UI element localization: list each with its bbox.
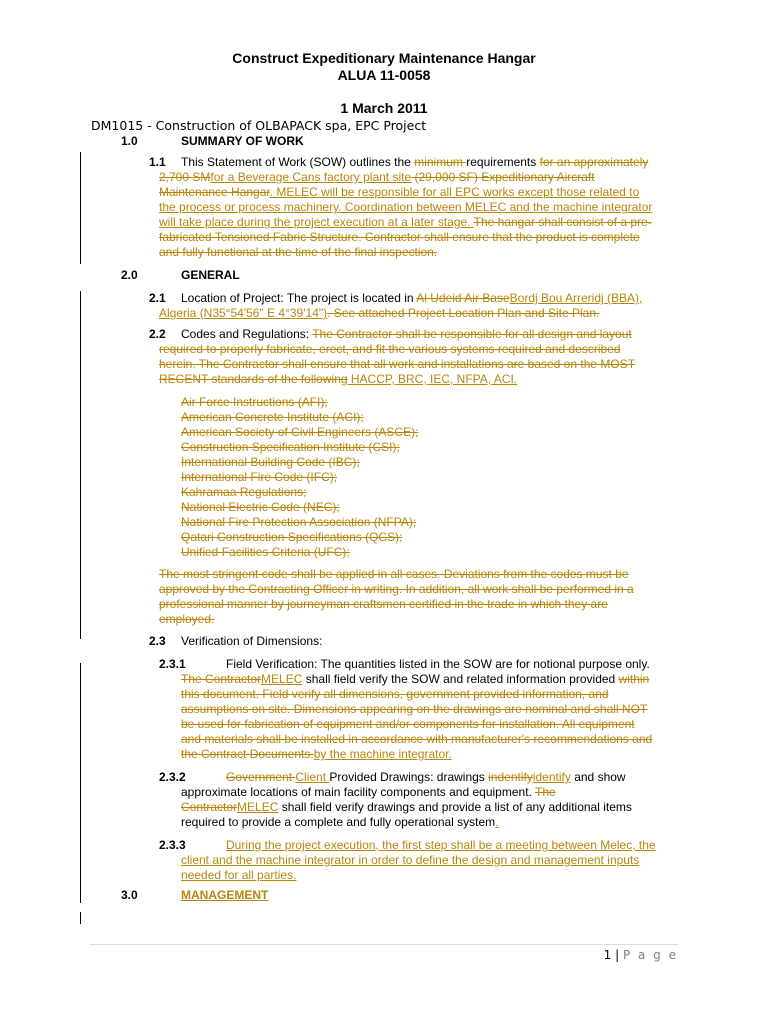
change-bar — [80, 663, 81, 903]
paragraph-1-1-line3: Maintenance Hangar. MELEC will be responsible for all EPC works except those related to — [159, 185, 640, 199]
stringent-line: The most stringent code shall be applied in all cases. Deviations from the codes must be — [159, 567, 629, 581]
paragraph-2-3-2-line4: required to provide a complete and fully operational system. — [181, 815, 499, 829]
doc-date: 1 March 2011 — [340, 100, 428, 116]
code-list-item: Kahramaa Regulations; — [181, 485, 307, 499]
paragraph-2-3-1-line2: The ContractorMELEC shall field verify the SOW and related information provided within — [181, 672, 650, 686]
paragraph-2-3-2-line2: approximate locations of main facility components and equipment. The — [181, 785, 556, 799]
paragraph-number: 2.3.1 — [159, 657, 186, 671]
paragraph-2-2-line4: RECENT standards of the following HACCP, BRC, IEC, NFPA, ACI. — [159, 372, 518, 386]
code-list-item: Qatari Construction Specifications (QCS); — [181, 530, 403, 544]
page-label: P a g e — [622, 948, 678, 962]
doc-number: ALUA 11-0058 — [337, 67, 431, 83]
change-bar — [80, 291, 81, 639]
paragraph-2-3-1-line7: the Contract Documents.by the machine integrator. — [181, 747, 452, 761]
section-number: 3.0 — [121, 888, 138, 902]
paragraph-number: 2.3.3 — [159, 838, 186, 852]
paragraph-1-1-line5: will take place during the project execution at a later stage. The hangar shall consist of a pre- — [159, 215, 652, 229]
section-number: 1.0 — [121, 134, 138, 148]
paragraph-2-3-text: Verification of Dimensions: — [181, 634, 323, 648]
paragraph-1-1-line6: fabricated Tensioned Fabric Structure. Contractor shall ensure that the product is complete — [159, 230, 640, 244]
paragraph-2-3-2-line3: ContractorMELEC shall field verify drawings and provide a list of any additional items — [181, 800, 632, 814]
code-list-item: Unified Facilities Criteria (UFC); — [181, 545, 350, 559]
paragraph-2-3-1-line5: be used for fabrication of equipment and/or components for installation. All equipment — [181, 717, 635, 731]
code-list-item: National Fire Protection Association (NFPA); — [181, 515, 417, 529]
code-list-item: Construction Specification Institute (CSI); — [181, 440, 400, 454]
stringent-line: approved by the Contracting Officer in writing. In addition, all work shall be performed in a — [159, 582, 634, 596]
paragraph-number: 2.3 — [149, 634, 166, 648]
change-bar — [80, 152, 81, 264]
stringent-line: employed. — [159, 612, 215, 626]
paragraph-2-3-1-line3: this document. Field verify all dimensions, government provided information, and — [181, 687, 609, 701]
paragraph-2-3-1-line6: and materials shall be installed in accordance with manufacturer's recommendations and — [181, 732, 653, 746]
paragraph-2-3-2-line1: Government Client Provided Drawings: drawings indentifyidentify and show — [226, 770, 626, 784]
code-list-item: National Electric Code (NEC); — [181, 500, 340, 514]
section-number: 2.0 — [121, 268, 138, 282]
paragraph-2-2-line2: required to properly fabricate, erect, and fit the various systems required and described — [159, 342, 621, 356]
stringent-line: professional manner by journeyman craftsmen certified in the trade in which they are — [159, 597, 608, 611]
section-title: GENERAL — [181, 268, 240, 282]
paragraph-2-3-3-line3: needed for all parties. — [181, 868, 297, 882]
paragraph-2-3-1-line4: assumptions on site. Dimensions appearing on the drawings are nominal and shall NOT — [181, 702, 648, 716]
change-bar — [80, 912, 81, 924]
project-line: DM1015 - Construction of OLBAPACK spa, EPC Project — [91, 118, 427, 133]
paragraph-number: 2.2 — [149, 327, 166, 341]
paragraph-2-2-line3: herein. The Contractor shall ensure that all work and installations are based on the MOST — [159, 357, 636, 371]
code-list-item: American Society of Civil Engineers (ASCE); — [181, 425, 419, 439]
section-title: SUMMARY OF WORK — [181, 134, 304, 148]
paragraph-2-3-1-line1: Field Verification: The quantities listed in the SOW are for notional purpose only. — [226, 657, 650, 671]
paragraph-2-1-line2: Algeria (N35°54'56" E 4°39'14"). See attached Project Location Plan and Site Plan. — [159, 306, 600, 320]
paragraph-1-1-line1: This Statement of Work (SOW) outlines the minimum requirements for an approximately — [181, 155, 649, 169]
paragraph-1-1-line7: and fully functional at the time of the final inspection. — [159, 245, 438, 259]
paragraph-1-1-line4: the process or process machinery. Coordination between MELEC and the machine integrator — [159, 200, 653, 214]
section-title: MANAGEMENT — [181, 888, 269, 902]
paragraph-2-2-line1: Codes and Regulations: The Contractor shall be responsible for all design and layout — [181, 327, 632, 341]
code-list-item: American Concrete Institute (ACI); — [181, 410, 364, 424]
doc-title: Construct Expeditionary Maintenance Hangar — [232, 50, 536, 66]
footer-divider — [90, 944, 678, 945]
code-list-item: Air Force Instructions (AFI); — [181, 395, 328, 409]
code-list-item: International Fire Code (IFC); — [181, 470, 338, 484]
page-separator: | — [611, 948, 623, 962]
paragraph-1-1-line2: 2,700 SMfor a Beverage Cans factory plant site (29,000 SF) Expeditionary Aircraft — [159, 170, 595, 184]
code-list-item: International Building Code (IBC); — [181, 455, 360, 469]
paragraph-number: 2.3.2 — [159, 770, 186, 784]
page-footer — [604, 948, 678, 962]
paragraph-2-1-line1: Location of Project: The project is located in Al Udeid Air BaseBordj Bou Arreridj (BBA), — [181, 291, 643, 305]
paragraph-2-3-3-line2: client and the machine integrator in order to define the design and management inputs — [181, 853, 640, 867]
paragraph-2-3-3-line1: During the project execution, the first step shall be a meeting between Melec, the — [226, 838, 656, 852]
paragraph-number: 2.1 — [149, 291, 166, 305]
paragraph-number: 1.1 — [149, 155, 166, 169]
page-number: 1 — [603, 948, 612, 962]
